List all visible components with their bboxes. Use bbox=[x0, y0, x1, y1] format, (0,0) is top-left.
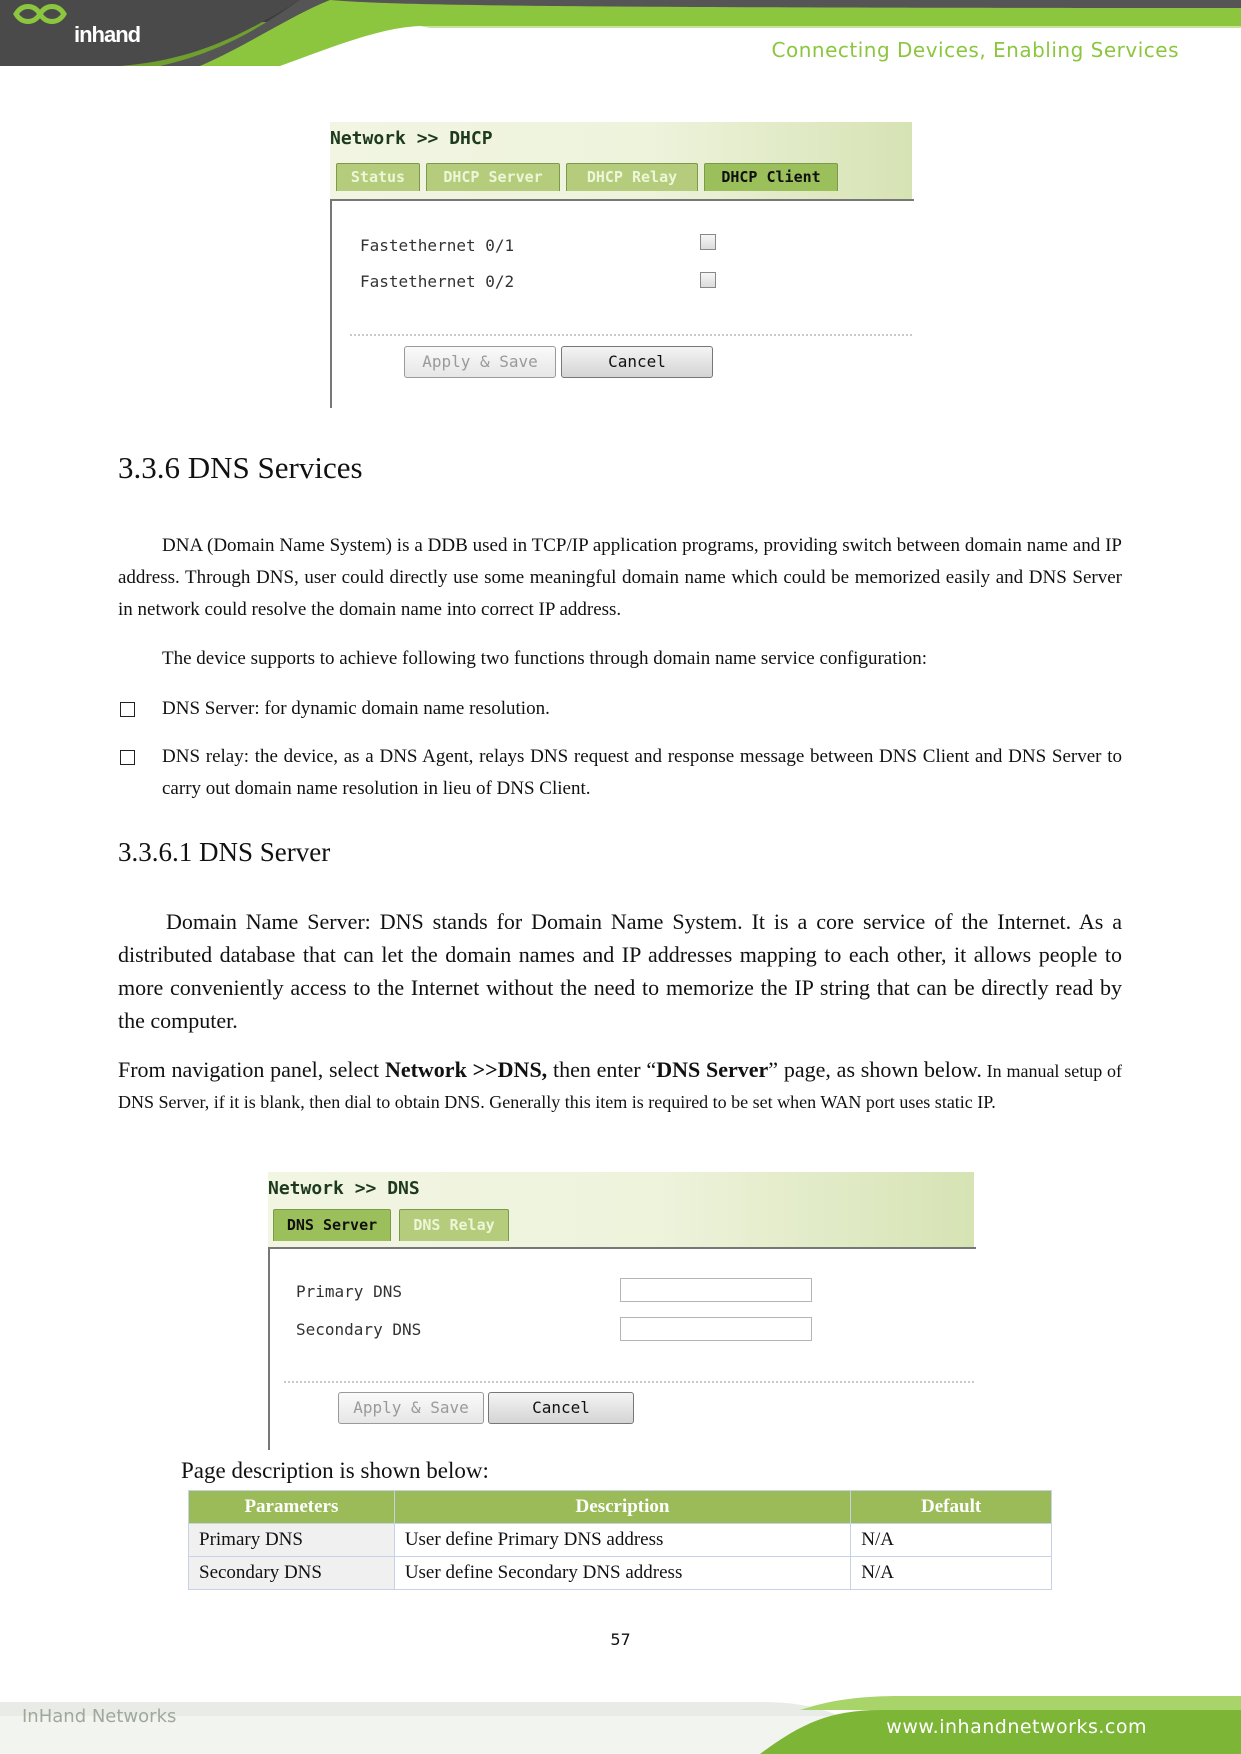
divider bbox=[284, 1381, 974, 1383]
nav-note: In manual setup of DNS Server, if it is blank, then dial to obtain DNS. Generally this item is required to be set when WAN port uses static IP. bbox=[118, 1061, 1123, 1112]
inhand-logo-icon bbox=[0, 0, 80, 56]
footer-company: InHand Networks bbox=[22, 1706, 177, 1727]
row-label-fastethernet-0-1: Fastethernet 0/1 bbox=[360, 236, 515, 255]
functions-intro: The device supports to achieve following two functions through domain name service configuration: bbox=[162, 648, 928, 669]
row-label-fastethernet-0-2: Fastethernet 0/2 bbox=[360, 272, 515, 291]
tab-dns-server[interactable]: DNS Server bbox=[273, 1209, 391, 1241]
tab-status[interactable]: Status bbox=[336, 163, 420, 191]
bullet-square-icon bbox=[120, 750, 135, 765]
col-header-parameters: Parameters bbox=[189, 1491, 395, 1524]
bullet-dns-server bbox=[118, 693, 1122, 725]
col-header-description: Description bbox=[394, 1491, 850, 1524]
bullet-text: DNS relay: the device, as a DNS Agent, relays DNS request and response message between DNS Client and DNS Server to carry out domain name resolution in lieu of DNS Client. bbox=[162, 746, 1122, 799]
nav-post: ” page, as shown below. bbox=[768, 1057, 982, 1082]
col-header-default: Default bbox=[851, 1491, 1052, 1524]
apply-save-button[interactable]: Apply & Save bbox=[404, 346, 556, 378]
fastethernet-0-2-checkbox[interactable] bbox=[700, 272, 716, 288]
table-row bbox=[189, 1524, 1052, 1557]
tab-dhcp-relay[interactable]: DHCP Relay bbox=[566, 163, 698, 191]
cell-parameter: Primary DNS bbox=[189, 1524, 395, 1557]
cell-description: User define Secondary DNS address bbox=[394, 1557, 850, 1590]
bullet-text: DNS Server: for dynamic domain name resolution. bbox=[162, 698, 550, 719]
tab-dns-relay[interactable]: DNS Relay bbox=[399, 1209, 509, 1241]
table-row bbox=[189, 1557, 1052, 1590]
apply-save-button[interactable]: Apply & Save bbox=[338, 1392, 484, 1424]
cell-parameter: Secondary DNS bbox=[189, 1557, 395, 1590]
nav-page: DNS Server bbox=[656, 1057, 769, 1082]
page-header bbox=[0, 0, 1241, 70]
cell-default: N/A bbox=[851, 1524, 1052, 1557]
primary-dns-input[interactable] bbox=[620, 1278, 812, 1302]
nav-pre: From navigation panel, select bbox=[118, 1057, 385, 1082]
logo-text: inhand bbox=[74, 22, 141, 47]
nav-mid: then enter “ bbox=[547, 1057, 657, 1082]
tab-dhcp-server[interactable]: DHCP Server bbox=[426, 163, 560, 191]
table-header-row bbox=[189, 1491, 1052, 1524]
cancel-button[interactable]: Cancel bbox=[488, 1392, 634, 1424]
navigation-instructions bbox=[118, 1053, 1122, 1118]
header-tagline: Connecting Devices, Enabling Services bbox=[771, 38, 1179, 62]
cell-description: User define Primary DNS address bbox=[394, 1524, 850, 1557]
section-intro: DNA (Domain Name System) is a DDB used in TCP/IP application programs, providing switch between domain name and IP address. Through DNS, user could directly use some meaningful domain name which could be memorized easily and DNS Server in network could resolve the domain name into correct IP address. bbox=[118, 535, 1122, 620]
secondary-dns-input[interactable] bbox=[620, 1317, 812, 1341]
dhcp-client-panel bbox=[330, 122, 912, 406]
page-description-table bbox=[188, 1490, 1052, 1590]
section-heading: 3.3.6 DNS Services bbox=[118, 450, 363, 485]
panel-title: Network >> DHCP bbox=[330, 128, 493, 149]
primary-dns-label: Primary DNS bbox=[296, 1282, 402, 1301]
secondary-dns-label: Secondary DNS bbox=[296, 1320, 422, 1339]
cell-default: N/A bbox=[851, 1557, 1052, 1590]
cancel-button[interactable]: Cancel bbox=[561, 346, 713, 378]
bullet-square-icon bbox=[120, 702, 135, 717]
subsection-heading: 3.3.6.1 DNS Server bbox=[118, 837, 331, 867]
bullet-dns-relay bbox=[118, 741, 1122, 805]
table-caption: Page description is shown below: bbox=[181, 1458, 489, 1483]
divider bbox=[350, 334, 912, 336]
panel-title: Network >> DNS bbox=[268, 1178, 420, 1199]
page-footer bbox=[0, 1694, 1241, 1754]
fastethernet-0-1-checkbox[interactable] bbox=[700, 234, 716, 250]
footer-url[interactable]: www.inhandnetworks.com bbox=[886, 1716, 1147, 1738]
page-number: 57 bbox=[610, 1630, 631, 1649]
tab-dhcp-client[interactable]: DHCP Client bbox=[704, 163, 838, 191]
dns-server-panel bbox=[268, 1172, 974, 1448]
nav-path: Network >>DNS, bbox=[384, 1057, 548, 1082]
dns-server-description: Domain Name Server: DNS stands for Domain Name System. It is a core service of the Internet. As a distributed database that can let the domain names and IP addresses mapping to each other, it allows people to more conveniently access to the Internet without the need to memorize the IP string that can be directly read by the computer. bbox=[118, 909, 1122, 1033]
